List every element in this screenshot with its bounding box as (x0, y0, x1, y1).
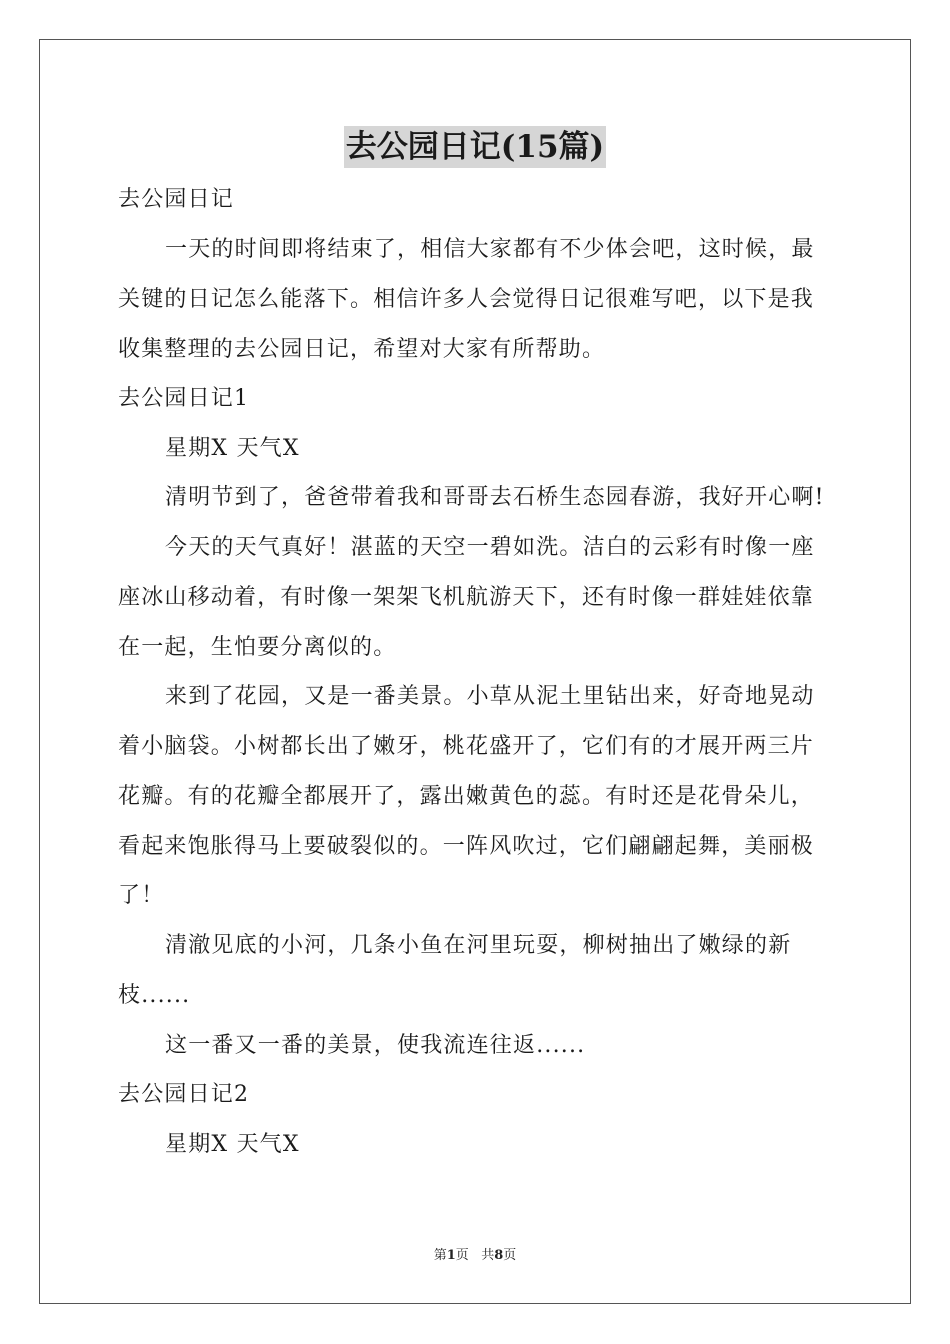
footer-page-number: 1 (446, 1248, 456, 1263)
section-heading: 去公园日记 (118, 187, 235, 212)
paragraph-line: 关键的日记怎么能落下。相信许多人会觉得日记很难写吧，以下是我 (118, 287, 815, 312)
paragraph-line: 这一番又一番的美景，使我流连往返...... (165, 1033, 586, 1058)
date-weather-line: 星期X 天气X (165, 436, 300, 461)
footer-total-prefix: 共 (481, 1248, 495, 1263)
section-heading: 去公园日记2 (118, 1082, 250, 1107)
paragraph-line: 一天的时间即将结束了，相信大家都有不少体会吧，这时候，最 (165, 237, 815, 262)
paragraph-line: 清澈见底的小河，几条小鱼在河里玩耍，柳树抽出了嫩绿的新 (165, 933, 792, 958)
page-footer (0, 1247, 950, 1265)
paragraph-line: 在一起，生怕要分离似的。 (118, 635, 397, 660)
page-border (39, 39, 911, 1304)
footer-total-suffix: 页 (503, 1248, 517, 1263)
paragraph-line: 花瓣。有的花瓣全都展开了，露出嫩黄色的蕊。有时还是花骨朵儿， (118, 784, 815, 809)
paragraph-line: 看起来饱胀得马上要破裂似的。一阵风吹过，它们翩翩起舞，美丽极 (118, 834, 815, 859)
paragraph-line: 着小脑袋。小树都长出了嫩牙，桃花盛开了，它们有的才展开两三片 (118, 734, 815, 759)
footer-total-pages: 8 (494, 1248, 504, 1263)
section-heading: 去公园日记1 (118, 386, 250, 411)
paragraph-line: 收集整理的去公园日记，希望对大家有所帮助。 (118, 337, 606, 362)
title-wrap (0, 126, 950, 168)
paragraph-line: 座冰山移动着，有时像一架架飞机航游天下，还有时像一群娃娃依靠 (118, 585, 815, 610)
footer-page-suffix: 页 (455, 1248, 469, 1263)
paragraph-line: 来到了花园，又是一番美景。小草从泥土里钻出来，好奇地晃动 (165, 684, 815, 709)
paragraph-line: 枝...... (118, 983, 191, 1008)
paragraph-line: 了！ (118, 883, 165, 908)
document-title: 去公园日记(15篇) (344, 126, 606, 168)
date-weather-line: 星期X 天气X (165, 1132, 300, 1157)
footer-page-prefix: 第 (433, 1248, 447, 1263)
paragraph-line: 今天的天气真好！湛蓝的天空一碧如洗。洁白的云彩有时像一座 (165, 535, 815, 560)
paragraph-line: 清明节到了，爸爸带着我和哥哥去石桥生态园春游，我好开心啊! (165, 485, 825, 510)
